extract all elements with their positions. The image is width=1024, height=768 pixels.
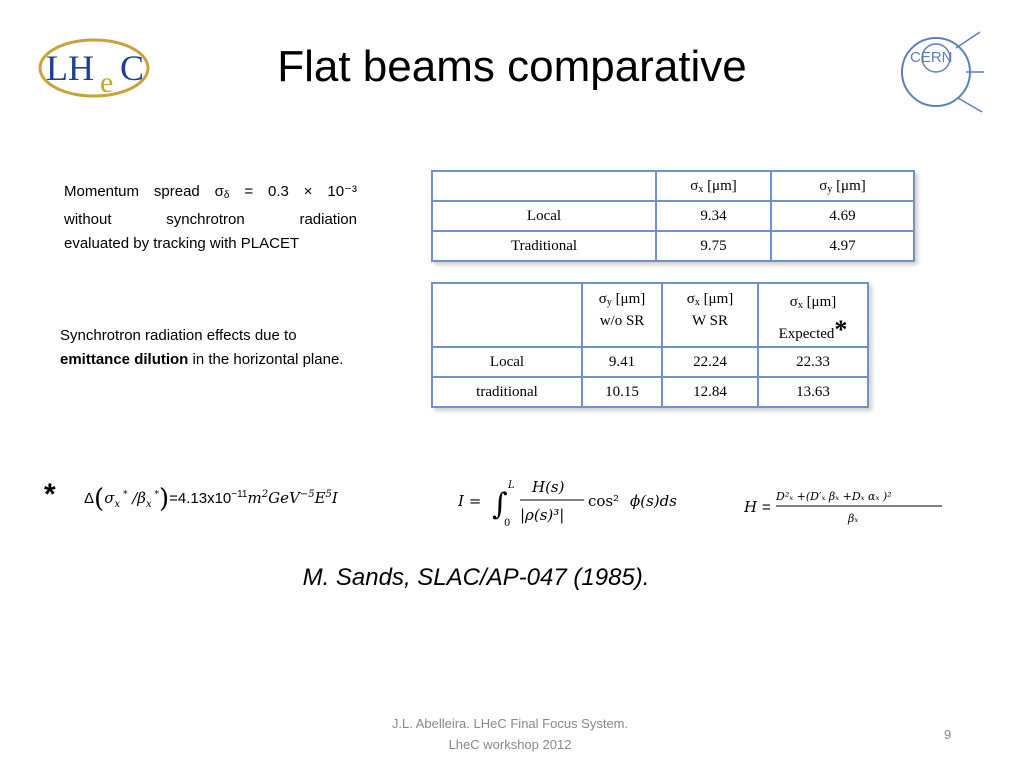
svg-text:e: e xyxy=(100,66,114,99)
svg-text:cos²: cos² xyxy=(588,492,620,510)
svg-text:D²ₓ +(D′ₓ βₓ +Dₓ αₓ )²: D²ₓ +(D′ₓ βₓ +Dₓ αₓ )² xyxy=(776,490,892,503)
cell-value: 10.15 xyxy=(582,377,662,407)
table-header-empty xyxy=(432,171,656,201)
svg-text:∫: ∫ xyxy=(492,487,508,522)
svg-text:CERN: CERN xyxy=(910,49,953,66)
row-label: traditional xyxy=(432,377,582,407)
momentum-spread-text: Momentum spread $\sigma_\delta = 0.3 \times 10^{-3}$ without synchrotron radiation evaluated by tracking with PLACET xyxy=(64,183,358,252)
cell-value: 12.84 xyxy=(662,377,758,407)
svg-text:|ρ(s)³|: |ρ(s)³| xyxy=(520,506,565,524)
row-label: Local xyxy=(432,347,582,377)
cell-sigma-y: 4.69 xyxy=(771,201,914,231)
svg-text:ϕ(s)ds: ϕ(s)ds xyxy=(630,492,677,510)
svg-text:H: H xyxy=(744,498,758,516)
table-row xyxy=(432,377,868,407)
svg-text:=: = xyxy=(762,499,771,516)
cell-value: 9.41 xyxy=(582,347,662,377)
slide-title: Flat beams comparative xyxy=(277,42,747,91)
emittance-dilution-bold: emittance dilution xyxy=(60,351,189,368)
table-header-empty xyxy=(432,283,582,347)
citation: M. Sands, SLAC/AP-047 (1985). xyxy=(302,564,650,591)
table-header-sigma-x-w-sr: $\sigma_x$ [μm] W SR xyxy=(662,283,758,347)
svg-text:βₓ: βₓ xyxy=(848,512,859,525)
table-row xyxy=(432,231,914,261)
emittance-growth-equation: $\Delta(\sigma_x$ * $/\beta_x$ $^*)=4.13x10^{-11}m^2GeV^{-5}E^5I$ xyxy=(84,484,338,514)
cell-value: 13.63 xyxy=(758,377,868,407)
cell-value: 22.33 xyxy=(758,347,868,377)
footer: J.L. Abelleira. LHeC Final Focus System. LheC workshop 2012 xyxy=(391,716,629,752)
synchrotron-text: Synchrotron radiation effects due to emittance dilution in the horizontal plane. xyxy=(60,327,344,368)
table-row xyxy=(432,201,914,231)
h-function-equation xyxy=(744,484,954,530)
table-row xyxy=(432,347,868,377)
table-header-sigma-y-wo-sr: $\sigma_y$ [μm] w/o SR xyxy=(582,283,662,347)
svg-text:LH: LH xyxy=(46,48,94,88)
svg-text:C: C xyxy=(120,48,145,88)
footnote-star: * xyxy=(44,478,56,511)
cell-value: 22.24 xyxy=(662,347,758,377)
table-header-sigma-y: $\sigma_y$ [μm] xyxy=(771,171,914,201)
svg-text:0: 0 xyxy=(504,518,511,529)
svg-text:I =: I = xyxy=(458,492,482,510)
table-header-sigma-x-expected: $\sigma_x$ [μm] Expected* xyxy=(758,283,868,347)
cell-sigma-x: 9.34 xyxy=(656,201,771,231)
svg-text:H(s): H(s) xyxy=(532,478,565,496)
row-label: Traditional xyxy=(432,231,656,261)
svg-text:L: L xyxy=(508,480,515,491)
cell-sigma-x: 9.75 xyxy=(656,231,771,261)
cell-sigma-y: 4.97 xyxy=(771,231,914,261)
sr-effect-table xyxy=(431,282,869,408)
page-number: 9 xyxy=(944,727,952,742)
beam-size-table xyxy=(431,170,915,262)
radiation-integral-equation xyxy=(458,470,698,530)
table-header-sigma-x: $\sigma_x$ [μm] xyxy=(656,171,771,201)
row-label: Local xyxy=(432,201,656,231)
